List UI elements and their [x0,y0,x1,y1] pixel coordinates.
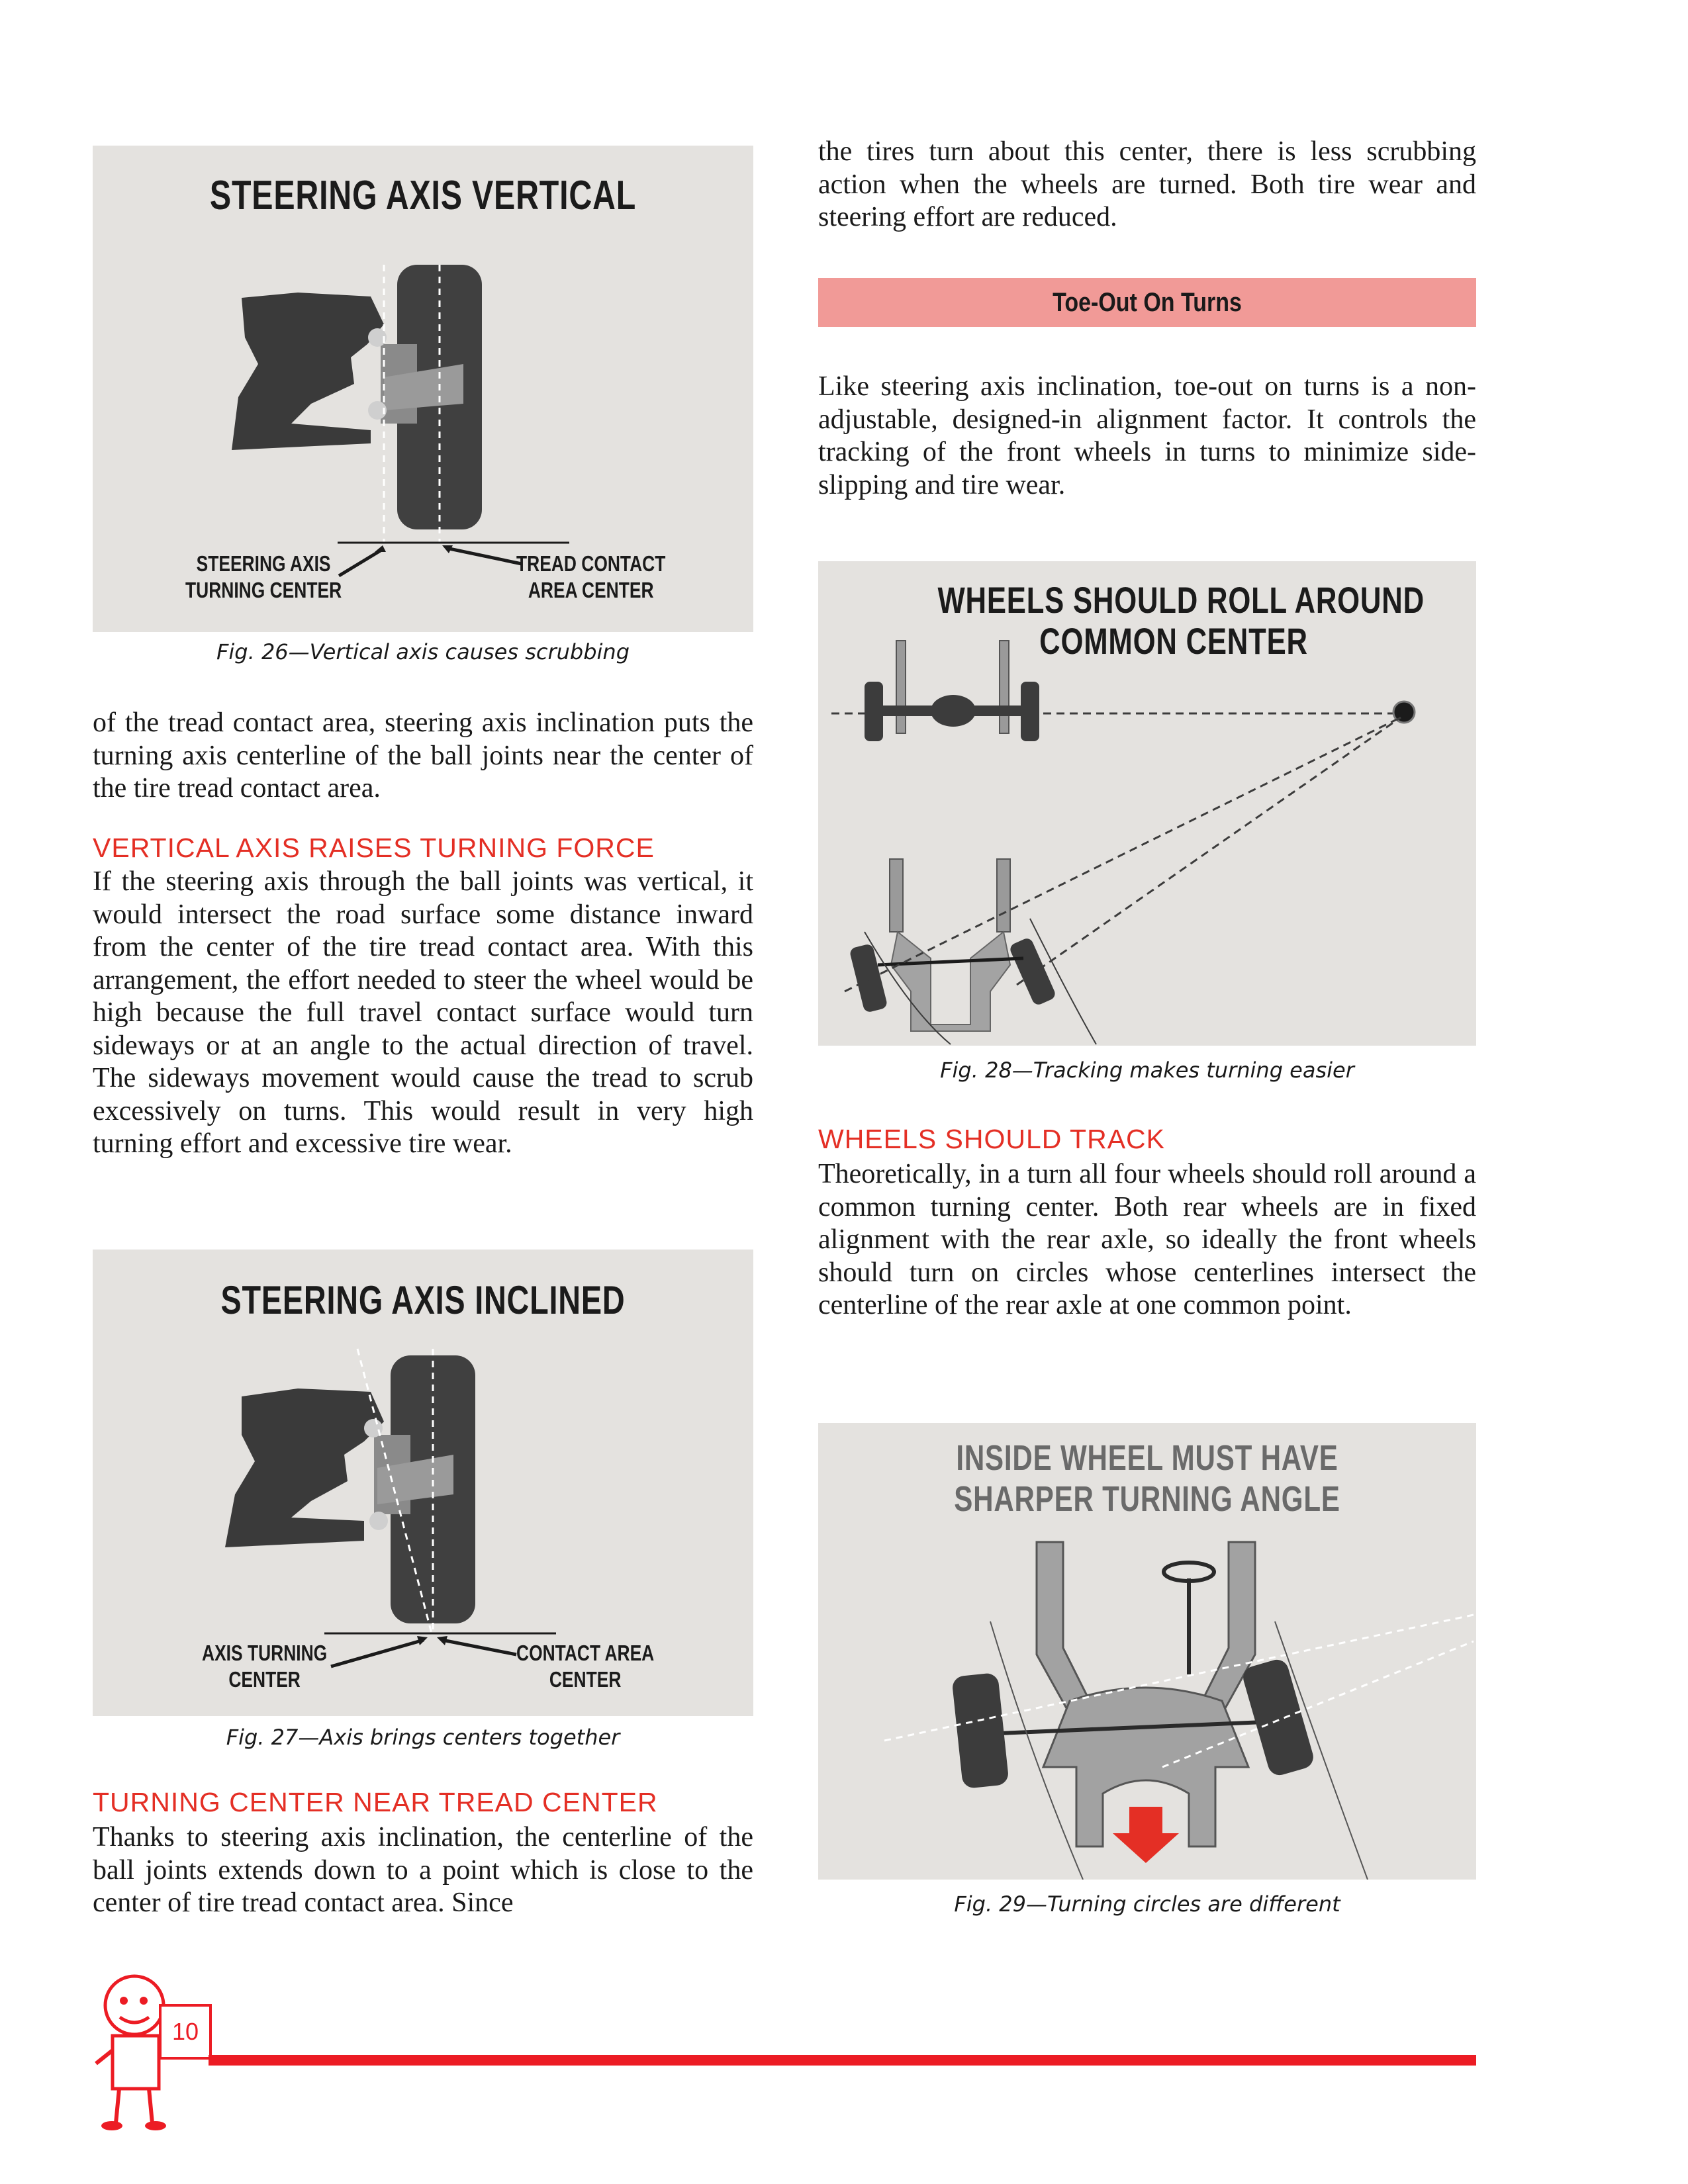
figure-26 [93,146,753,632]
heading-turning-center: TURNING CENTER NEAR TREAD CENTER [93,1787,658,1817]
control-arm-shape [225,1388,384,1547]
figure-29 [818,1423,1476,1880]
paragraph-wheels-track: Theoretically, in a turn all four wheels should roll around a common turning center. Both rear wheels are in fixed alignment with the rear axle, so ideally the front wheels should turn on circles whose centerlines intersect the centerline of the rear axle at one common point. [818,1159,1476,1320]
control-arm-shape [232,293,384,450]
figure-28 [818,561,1476,1046]
rear-frame-left [896,641,906,733]
differential [931,695,976,727]
section-title: Toe-Out On Turns [1053,288,1242,317]
figure-26-label-left: STEERING AXIS TURNING CENTER [185,551,342,602]
figure-29-caption: Fig. 29—Turning circles are different [954,1891,1340,1917]
figure-26-title: STEERING AXIS VERTICAL [209,173,637,218]
front-wheel-left [849,943,888,1013]
front-wheel-right [1241,1657,1316,1778]
paragraph-top-right: the tires turn about this center, there is less scrubbing action when the wheels are turned. Both tire wear and steering effort are reduced. [818,136,1476,232]
figure-28-caption: Fig. 28—Tracking makes turning easier [940,1058,1354,1083]
paragraph-toe-out: Like steering axis inclination, toe-out on turns is a non-adjustable, designed-in alignment factor. It controls the tracking of the front wheels in turns to minimize side-slipping and tire wear. [818,371,1476,500]
front-frame-left [890,859,903,932]
pointer-right-head [437,1636,447,1645]
front-wheel-right [1008,936,1057,1007]
pointer-left-head [375,545,386,552]
steering-wheel [1164,1563,1214,1581]
front-frame-right [997,859,1010,932]
pointer-right [442,1640,516,1655]
front-crossmember [891,932,1010,1031]
pointer-left [331,1640,424,1666]
paragraph-turning-center: Thanks to steering axis inclination, the centerline of the ball joints extends down to a point which is close to the center of tire tread contact area. Since [93,1822,753,1918]
figure-27-label-right: CONTACT AREA CENTER [516,1641,655,1692]
front-wheel-left [951,1672,1009,1789]
heading-wheels-track: WHEELS SHOULD TRACK [818,1124,1166,1154]
figure-29-title: INSIDE WHEEL MUST HAVE SHARPER TURNING ANGLE [954,1438,1340,1519]
lower-ball-joint [369,1512,388,1530]
figure-27 [93,1250,753,1716]
heading-vertical-axis: VERTICAL AXIS RAISES TURNING FORCE [93,833,655,863]
section-bar-toe-out [818,278,1476,327]
pointer-right [446,548,522,564]
pointer-left-head [417,1636,428,1645]
figure-27-title: STEERING AXIS INCLINED [220,1278,626,1322]
right-wheel-centerline [1017,717,1401,985]
figure-26-caption: Fig. 26—Vertical axis causes scrubbing [216,639,630,664]
figure-27-label-left: AXIS TURNING CENTER [202,1641,328,1692]
figure-27-caption: Fig. 27—Axis brings centers together [226,1725,620,1750]
frame-left [1037,1542,1090,1714]
direction-arrow [1113,1807,1179,1863]
pointer-left [339,549,383,576]
figure-28-title: WHEELS SHOULD ROLL AROUND COMMON CENTER [937,579,1425,662]
figure-26-label-right: TREAD CONTACT AREA CENTER [516,551,666,602]
paragraph-vertical-axis: If the steering axis through the ball joints was vertical, it would intersect the road surface some distance inward from the center of the tire tread contact area. With this arrangement, the effort needed to steer the wheel would be high because the full travel contact surface would turn sideways or at an angle to the actual direction of travel. The sideways movement would cause the tread to scrub excessively on turns. This would result in very high turning effort and excessive tire wear. [93,866,753,1159]
page-number: 10 [171,2018,199,2045]
page-number-box [159,2004,212,2060]
left-wheel-centerline [845,717,1401,991]
footer-rule [209,2055,1476,2066]
paragraph-intro: of the tread contact area, steering axis inclination puts the turning axis centerline of the ball joints near the center of the tire tread contact area. [93,707,753,803]
